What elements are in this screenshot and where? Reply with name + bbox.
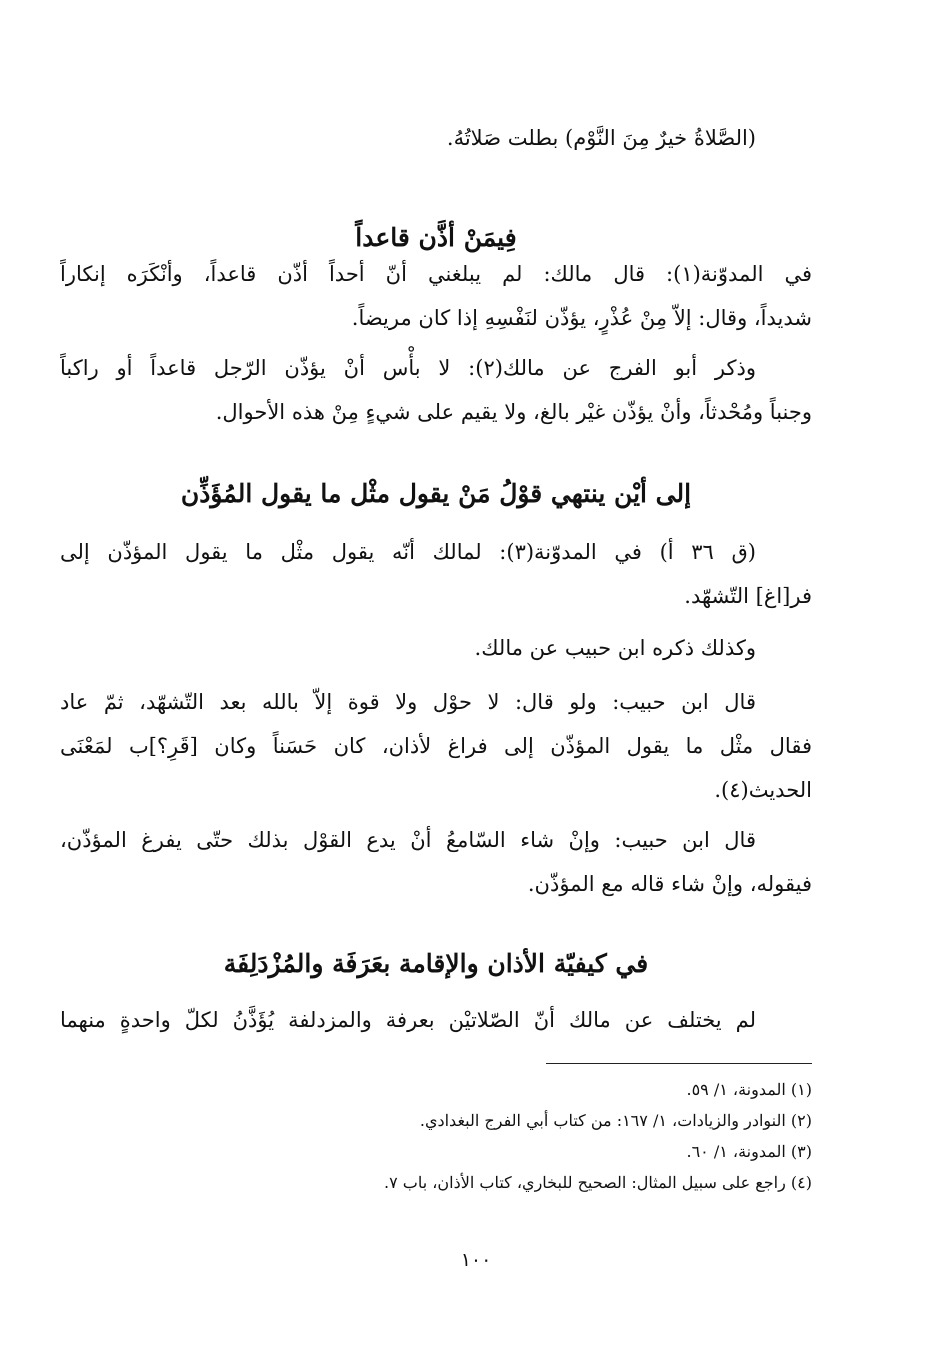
footnote: (١) المدونة، ١/ ٥٩. bbox=[686, 1080, 812, 1099]
paragraph bbox=[60, 252, 812, 340]
footnote-divider bbox=[546, 1063, 812, 1064]
paragraph bbox=[60, 530, 812, 618]
top-fragment bbox=[60, 116, 812, 160]
footnote: (٣) المدونة، ١/ ٦٠. bbox=[686, 1142, 812, 1161]
text-line: فر[اغ] التّشهّد. bbox=[684, 584, 812, 608]
text-line: وجنباً ومُحْدثاً، وأنْ يؤذّن غيْر بالغ، ولا يقيم على شيءٍ مِنْ هذه الأحوال. bbox=[215, 400, 812, 424]
text-line: قال ابن حبيب: ولو قال: لا حوْل ولا قوة إلاّ بالله بعد التّشهّد، ثمّ عاد bbox=[60, 690, 756, 714]
section-heading-arafa-muzdalifa: في كيفيّة الأذان والإقامة بعَرَفَة والمُزْدَلِفَة bbox=[223, 949, 649, 978]
footnotes bbox=[60, 1074, 812, 1198]
paragraph bbox=[60, 626, 812, 670]
paragraph bbox=[60, 346, 812, 434]
text-line: في المدوّنة(١): قال مالك: لم يبلغني أنّ أحداً أذّن قاعداً، وأنْكَرَه إنكاراً bbox=[60, 262, 812, 286]
text-line: وكذلك ذكره ابن حبيب عن مالك. bbox=[474, 636, 756, 660]
section-heading-repeating-muezzin: إلى أيْن ينتهي قوْلُ مَنْ يقول مثْل ما يقول المُؤَذِّن bbox=[180, 479, 692, 508]
paragraph bbox=[60, 998, 812, 1042]
paragraph bbox=[60, 818, 812, 906]
text-line: فيقوله، وإنْ شاء قاله مع المؤذّن. bbox=[527, 872, 812, 896]
text-line: (الصَّلاةُ خيرٌ مِنَ النَّوْم) بطلت صَلاتُهُ. bbox=[446, 126, 756, 150]
text-line: لم يختلف عن مالك أنّ الصّلاتيْن بعرفة والمزدلفة يُؤَذَّنُ لكلّ واحدةٍ منهما bbox=[60, 1008, 756, 1032]
text-line: وذكر أبو الفرج عن مالك(٢): لا بأْس أنْ يؤذّن الرّجل قاعداً أو راكباً bbox=[60, 356, 756, 380]
footnote: (٢) النوادر والزيادات، ١/ ١٦٧: من كتاب أبي الفرج البغدادي. bbox=[419, 1111, 812, 1130]
page-number: ١٠٠ bbox=[460, 1249, 492, 1271]
text-line: الحديث(٤). bbox=[714, 778, 812, 802]
footnote: (٤) راجع على سبيل المثال: الصحيح للبخاري، كتاب الأذان، باب ٧. bbox=[384, 1173, 812, 1192]
section-heading-sitting-adhan: فِيمَنْ أذَّن قاعداً bbox=[355, 223, 517, 252]
text-line: فقال مثْل ما يقول المؤذّن إلى فراغ لأذان، كان حَسَناً وكان [قَرِ؟]ب لمَعْنَى bbox=[60, 734, 812, 758]
text-line: (ق ٣٦ أ) في المدوّنة(٣): لمالك أنّه يقول مثْل ما يقول المؤذّن إلى bbox=[60, 540, 756, 564]
paragraph bbox=[60, 680, 812, 812]
text-line: شديداً، وقال: إلاّ مِنْ عُذْرٍ، يؤذّن لنَفْسِهِ إذا كان مريضاً. bbox=[351, 306, 812, 330]
text-line: قال ابن حبيب: وإنْ شاء السّامعُ أنْ يدع القوْل بذلك حتّى يفرغ المؤذّن، bbox=[60, 828, 756, 852]
